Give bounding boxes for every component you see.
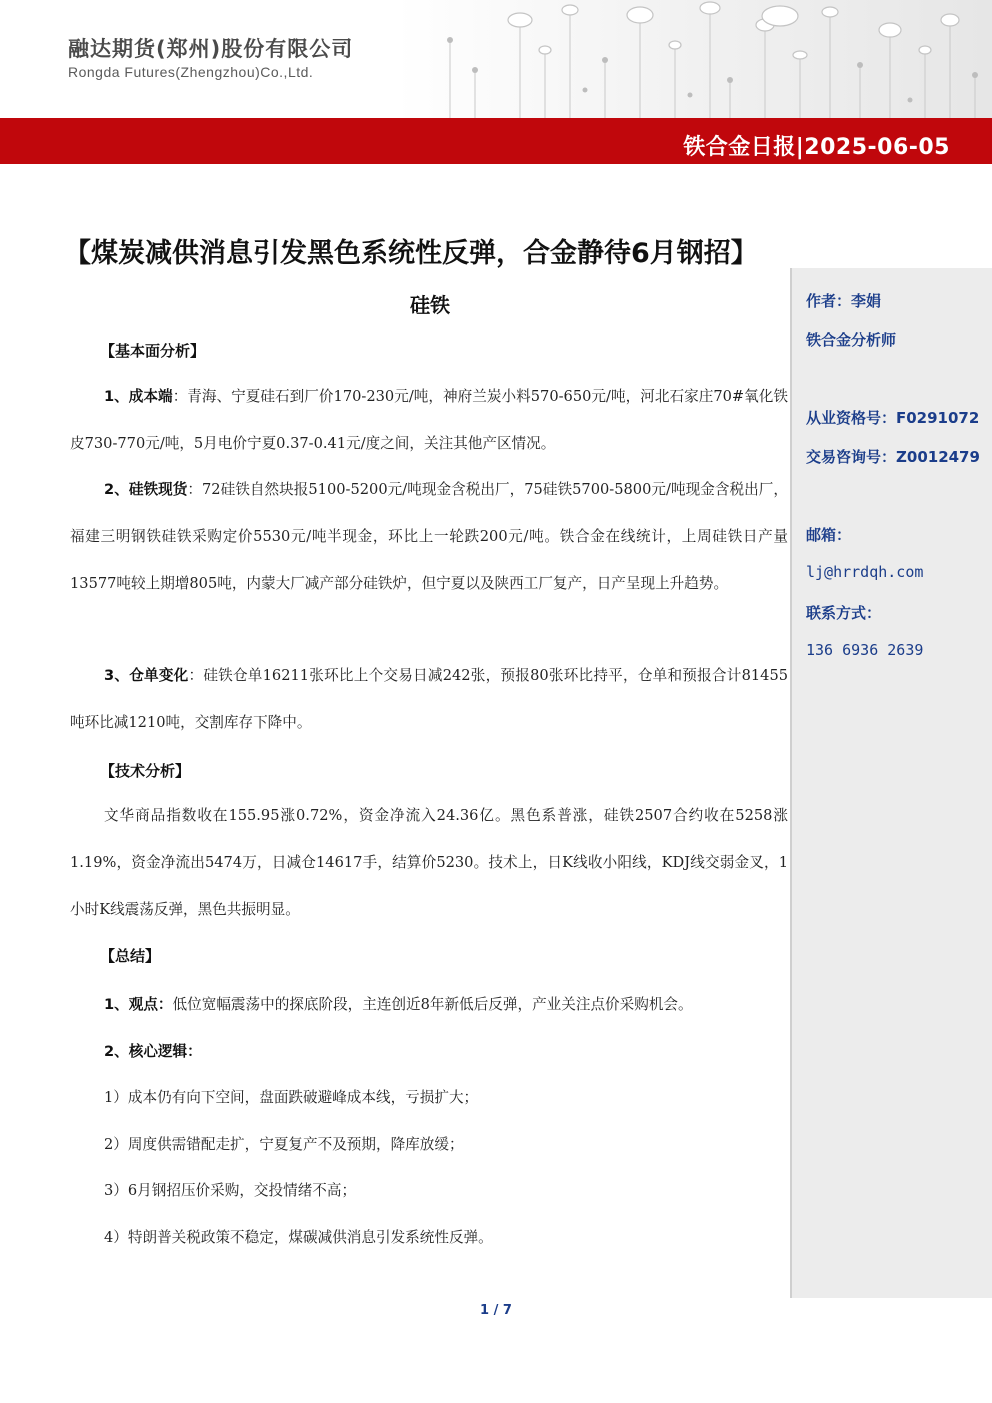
author-sidebar — [790, 268, 992, 1298]
product-subtitle: 硅铁 — [410, 293, 450, 317]
logic-label: 2、核心逻辑： — [104, 1043, 202, 1060]
fundamental-heading: 【基本面分析】 — [100, 342, 206, 360]
page-header — [0, 0, 992, 118]
email-link[interactable]: lj@hrrdqh.com — [806, 563, 924, 581]
page-number: 1 / 7 — [480, 1303, 512, 1318]
header-decoration — [430, 0, 992, 118]
logic-line — [104, 1040, 202, 1061]
report-title: 铁合金日报|2025-06-05 — [683, 135, 950, 160]
cost-label: 1、成本端 — [104, 388, 173, 405]
email-label: 邮箱： — [806, 526, 852, 544]
company-name-cn: 融达期货(郑州)股份有限公司 — [68, 37, 354, 61]
logic-item: 1）成本仍有向下空间，盘面跌破避峰成本线，亏损扩大； — [104, 1089, 479, 1106]
technical-paragraph: 文华商品指数收在155.95涨0.72%，资金净流入24.36亿。黑色系普涨，硅铁2507合约收在5258涨1.19%，资金净流出5474万，日减仓14617手，结算价5230。技术上，日K线收小阳线，KDJ线交弱金叉，1小时K线震荡反弹，黑色共振明显。 — [70, 807, 788, 918]
cost-paragraph — [70, 373, 788, 467]
phone-number: 136 6936 2639 — [806, 641, 924, 659]
summary-heading: 【总结】 — [100, 947, 161, 965]
company-name-en: Rongda Futures(Zhengzhou)Co.,Ltd. — [68, 64, 314, 80]
logic-item: 4）特朗普关税政策不稳定，煤碳减供消息引发系统性反弹。 — [104, 1229, 493, 1246]
contact-label: 联系方式： — [806, 604, 882, 622]
warehouse-text: ：硅铁仓单16211张环比上个交易日减242张，预报80张环比持平，仓单和预报合计81455吨环比减1210吨，交割库存下降中。 — [70, 667, 789, 731]
consult-number: 交易咨询号：Z0012479 — [806, 448, 980, 466]
logic-item: 2）周度供需错配走扩，宁夏复产不及预期，降库放缓； — [104, 1136, 464, 1153]
spot-text: ：72硅铁自然块报5100-5200元/吨现金含税出厂，75硅铁5700-5800元/吨现金含税出厂，福建三明钢铁硅铁采购定价5530元/吨半现金，环比上一轮跌200元/吨。铁合金在线统计，上周硅铁日产量13577吨较上期增805吨，内蒙大厂减产部分硅铁炉，但宁夏以及陕西工厂复产，日产呈现上升趋势。 — [70, 481, 788, 592]
spot-label: 2、硅铁现货 — [104, 481, 188, 498]
technical-heading: 【技术分析】 — [100, 762, 191, 780]
spot-paragraph — [70, 466, 788, 607]
view-line — [104, 993, 693, 1014]
view-label: 1、观点： — [104, 996, 173, 1013]
warehouse-paragraph — [70, 652, 788, 746]
logic-item: 3）6月钢招压价采购，交投情绪不高； — [104, 1182, 357, 1199]
author-role: 铁合金分析师 — [806, 331, 897, 349]
warehouse-label: 3、仓单变化 — [104, 667, 189, 684]
report-headline: 【煤炭减供消息引发黑色系统性反弹，合金静待6月钢招】 — [64, 238, 758, 269]
author-name: 作者：李娟 — [806, 292, 882, 310]
qualification-number: 从业资格号：F0291072 — [806, 409, 980, 427]
cost-text: ：青海、宁夏硅石到厂价170-230元/吨，神府兰炭小料570-650元/吨，河北石家庄70#氧化铁皮730-770元/吨，5月电价宁夏0.37-0.41元/度之间，关注其他产区情况。 — [70, 388, 789, 452]
view-text: 低位宽幅震荡中的探底阶段，主连创近8年新低后反弹，产业关注点价采购机会。 — [172, 996, 693, 1013]
